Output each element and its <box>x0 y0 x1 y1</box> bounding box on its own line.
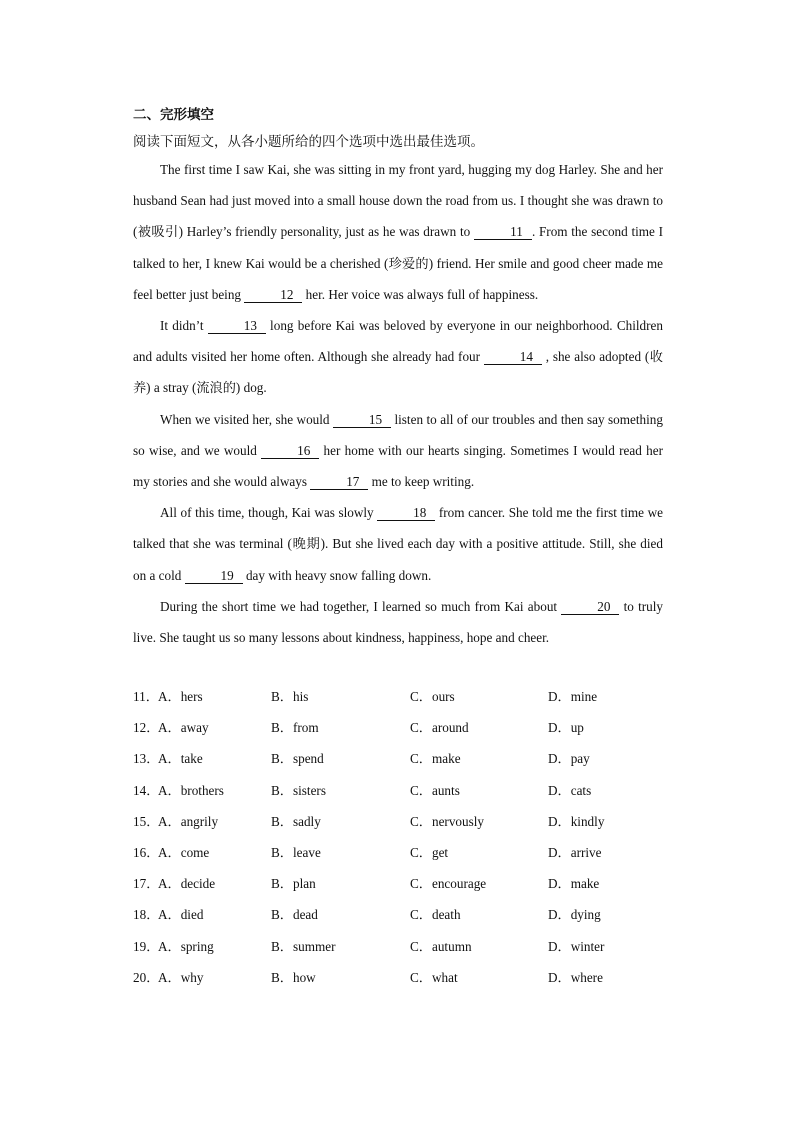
blank-12: 12 <box>244 287 302 303</box>
passage-text: day with heavy snow falling down. <box>242 567 432 583</box>
option-d: D．winter <box>548 938 605 954</box>
option-d: D．mine <box>548 689 598 704</box>
option-d: D．cats <box>548 782 592 798</box>
question-row <box>133 686 673 717</box>
question-row <box>133 936 673 967</box>
question-row <box>133 967 673 998</box>
passage-text: her home with our hearts singing. Sometimes I would read her my stories and she would always <box>133 442 663 490</box>
option-b: B．from <box>271 720 319 736</box>
question-number: 13． <box>133 751 160 767</box>
question-options-list <box>133 686 673 998</box>
passage-paragraph-4 <box>133 497 663 591</box>
blank-19: 19 <box>185 568 243 584</box>
cloze-passage <box>133 154 663 653</box>
option-c: C．make <box>410 751 461 767</box>
option-c: C．what <box>410 969 458 985</box>
passage-text: listen to all of our troubles and then say something so wise, and we would <box>133 411 663 458</box>
option-b: B．plan <box>271 876 316 892</box>
question-row <box>133 748 673 779</box>
question-row <box>133 811 673 842</box>
option-b: B．sisters <box>271 782 326 798</box>
passage-text: to truly live. She taught us so many lessons about kindness, happiness, hope and cheer. <box>133 598 664 646</box>
option-a: A．died <box>158 907 204 923</box>
option-c: C．autumn <box>410 938 472 954</box>
question-row <box>133 780 673 811</box>
passage-text: . From the second time I talked to her, I knew Kai would be a cherished (珍爱的) friend. Her smile and good cheer made me feel better just being <box>133 224 664 302</box>
option-b: B．how <box>271 969 316 985</box>
option-a: A．hers <box>158 689 203 704</box>
option-c: C．around <box>410 720 469 736</box>
passage-text: long before Kai was beloved by everyone in our neighborhood. Children and adults visited her home often. Although she already had four <box>133 318 663 365</box>
instruction-text: 阅读下面短文，从各小题所给的四个选项中选出最佳选项。 <box>133 134 484 149</box>
question-number: 16． <box>133 844 160 860</box>
blank-13: 13 <box>208 318 266 334</box>
option-c: C．nervously <box>410 813 484 829</box>
question-number: 18． <box>133 907 160 923</box>
blank-14: 14 <box>484 349 542 365</box>
blank-15: 15 <box>333 412 391 428</box>
passage-paragraph-5 <box>133 591 663 653</box>
passage-text: When we visited her, she would <box>160 411 333 427</box>
question-row <box>133 904 673 935</box>
option-c: C．encourage <box>410 876 487 892</box>
option-c: C．death <box>410 907 461 923</box>
question-number: 17． <box>133 876 160 892</box>
option-a: A．brothers <box>158 782 224 798</box>
question-number: 19． <box>133 938 160 954</box>
passage-paragraph-1 <box>133 154 663 310</box>
question-number: 12． <box>133 720 160 736</box>
option-a: A．decide <box>158 876 216 892</box>
section-title: 二、完形填空 <box>133 107 214 122</box>
option-d: D．up <box>548 720 584 736</box>
passage-paragraph-3 <box>133 404 663 498</box>
option-a: A．why <box>158 969 204 985</box>
passage-text: The first time I saw Kai, she was sitting in my front yard, hugging my dog Harley. She and her husband Sean had just moved into a small house down the road from us. I thought she was drawn to (被吸引) Harley’s friendly personality, just as he was drawn to <box>133 162 663 240</box>
option-b: B．sadly <box>271 813 321 829</box>
passage-text: During the short time we had together, I learned so much from Kai about <box>160 598 562 614</box>
passage-text: her. Her voice was always full of happiness. <box>302 286 539 302</box>
blank-18: 18 <box>377 505 435 521</box>
option-d: D．where <box>548 969 603 985</box>
blank-17: 17 <box>310 474 368 490</box>
option-a: A．away <box>158 720 209 736</box>
option-d: D．make <box>548 876 600 892</box>
option-b: B．his <box>271 689 309 704</box>
question-number: 15． <box>133 813 160 829</box>
option-c: C．ours <box>410 689 455 704</box>
passage-text: , she also adopted (收养) a stray (流浪的) dog. <box>133 349 663 396</box>
option-b: B．spend <box>271 751 324 767</box>
option-b: B．dead <box>271 907 318 923</box>
option-d: D．kindly <box>548 813 605 829</box>
passage-text: All of this time, though, Kai was slowly <box>160 505 378 521</box>
question-number: 20． <box>133 969 160 985</box>
blank-11: 11 <box>474 224 532 240</box>
passage-text: from cancer. She told me the first time we talked that she was terminal (晚期). But she lived each day with a positive attitude. Still, she died on a cold <box>133 505 663 583</box>
option-a: A．take <box>158 751 203 767</box>
question-row <box>133 717 673 748</box>
blank-16: 16 <box>261 443 319 459</box>
question-number: 14． <box>133 782 160 798</box>
option-a: A．come <box>158 844 210 860</box>
passage-paragraph-2 <box>133 310 663 404</box>
option-b: B．summer <box>271 938 336 954</box>
option-b: B．leave <box>271 844 321 860</box>
option-c: C．aunts <box>410 782 460 798</box>
question-number: 11． <box>133 689 159 704</box>
option-d: D．pay <box>548 751 590 767</box>
question-row <box>133 873 673 904</box>
passage-text: me to keep writing. <box>368 474 475 490</box>
option-a: A．spring <box>158 938 214 954</box>
option-c: C．get <box>410 844 449 860</box>
blank-20: 20 <box>561 599 619 615</box>
option-d: D．dying <box>548 907 601 923</box>
passage-text: It didn’t <box>160 318 208 334</box>
option-a: A．angrily <box>158 813 219 829</box>
option-d: D．arrive <box>548 844 602 860</box>
question-row <box>133 842 673 873</box>
